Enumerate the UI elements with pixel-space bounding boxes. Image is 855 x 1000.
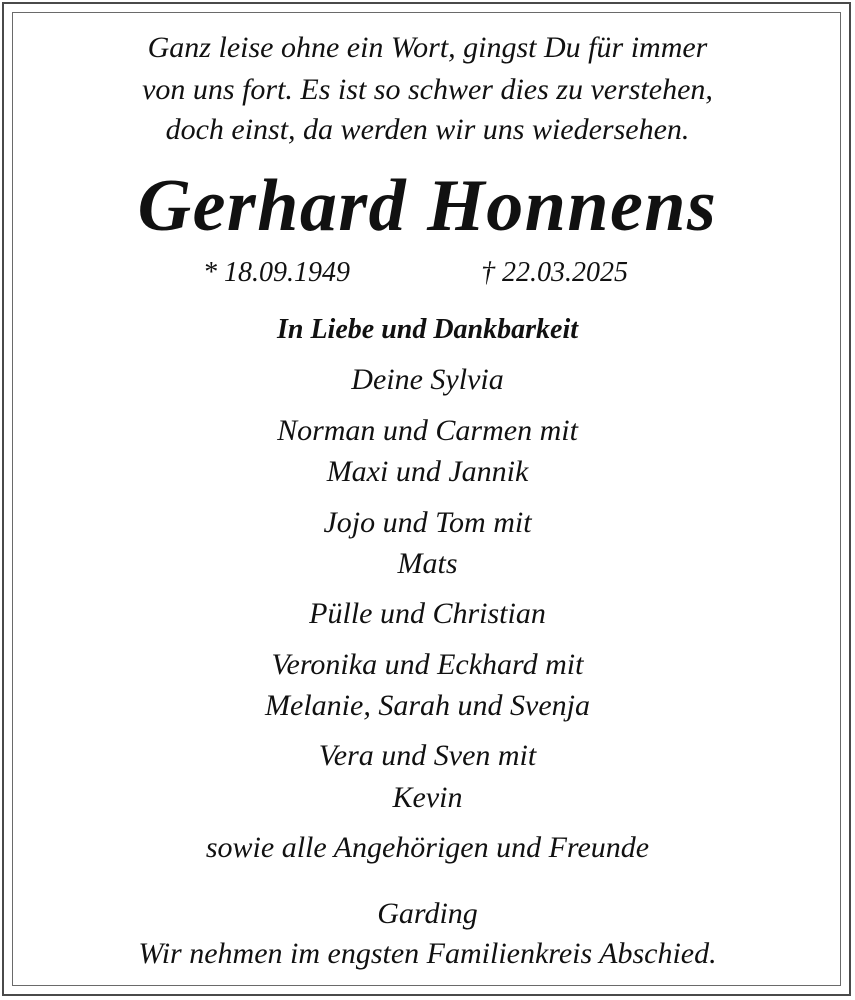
- death-date: † 22.03.2025: [481, 257, 628, 288]
- farewell-note: Wir nehmen im engsten Familienkreis Abschied.: [138, 937, 717, 970]
- mourner-line: Mats: [397, 547, 458, 580]
- mourner-line: sowie alle Angehörigen und Freunde: [205, 831, 650, 864]
- mourner-line: Veronika und Eckhard mit: [271, 648, 584, 681]
- mourner-line: Norman und Carmen mit: [277, 414, 578, 447]
- dedication: In Liebe und Dankbarkeit: [276, 314, 579, 345]
- mourner-line: Maxi und Jannik: [326, 455, 529, 488]
- mourner-line: Melanie, Sarah und Svenja: [265, 689, 590, 722]
- mourner-line: Kevin: [392, 781, 463, 814]
- deceased-name: Gerhard Honnens: [137, 165, 718, 247]
- birth-date: * 18.09.1949: [203, 257, 350, 288]
- verse-line-2: von uns fort. Es ist so schwer dies zu verstehen,: [142, 73, 713, 106]
- mourner-line: Deine Sylvia: [351, 363, 504, 396]
- verse-line-1: Ganz leise ohne ein Wort, gingst Du für immer: [147, 31, 708, 64]
- verse-line-3: doch einst, da werden wir uns wiedersehen.: [165, 113, 690, 146]
- mourner-line: Pülle und Christian: [309, 597, 546, 630]
- place: Garding: [377, 897, 478, 930]
- mourner-line: Vera und Sven mit: [318, 739, 537, 772]
- mourner-line: Jojo und Tom mit: [323, 506, 532, 539]
